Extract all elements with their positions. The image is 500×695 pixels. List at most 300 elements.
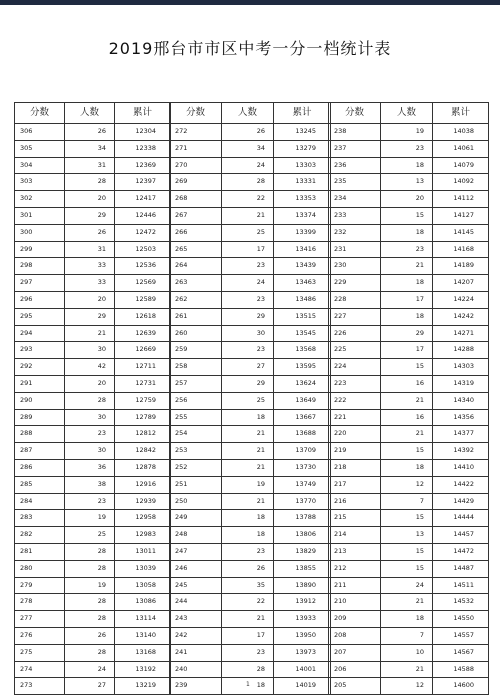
- count-cell: 19: [65, 510, 115, 527]
- cumulative-cell: 13855: [274, 560, 331, 577]
- cumulative-cell: 14429: [433, 493, 489, 510]
- count-cell: 17: [222, 241, 274, 258]
- score-cell: 206: [329, 661, 381, 678]
- table-row: [15, 459, 171, 476]
- count-cell: 20: [65, 375, 115, 392]
- table-row: [15, 224, 171, 241]
- cumulative-cell: 13624: [274, 375, 331, 392]
- count-cell: 26: [65, 124, 115, 141]
- table-row: [170, 661, 331, 678]
- cumulative-cell: 12789: [115, 409, 171, 426]
- table-row: [329, 140, 489, 157]
- cumulative-cell: 14550: [433, 611, 489, 628]
- count-cell: 20: [65, 191, 115, 208]
- cumulative-cell: 14145: [433, 224, 489, 241]
- table-row: [170, 207, 331, 224]
- cumulative-cell: 14019: [274, 678, 331, 695]
- score-cell: 213: [329, 543, 381, 560]
- score-cell: 301: [15, 207, 65, 224]
- score-cell: 244: [170, 594, 222, 611]
- cumulative-cell: 12338: [115, 140, 171, 157]
- table-row: [15, 392, 171, 409]
- count-cell: 22: [222, 594, 274, 611]
- cumulative-cell: 12639: [115, 325, 171, 342]
- table-row: [170, 342, 331, 359]
- header-score: 分数: [170, 103, 222, 124]
- table-row: [329, 459, 489, 476]
- score-cell: 303: [15, 174, 65, 191]
- score-cell: 246: [170, 560, 222, 577]
- score-cell: 251: [170, 476, 222, 493]
- table-row: [170, 275, 331, 292]
- score-cell: 229: [329, 275, 381, 292]
- cumulative-cell: 14532: [433, 594, 489, 611]
- table-row: [15, 409, 171, 426]
- score-cell: 231: [329, 241, 381, 258]
- table-row: [329, 577, 489, 594]
- score-cell: 236: [329, 157, 381, 174]
- cumulative-cell: 13890: [274, 577, 331, 594]
- count-cell: 21: [381, 661, 433, 678]
- count-cell: 26: [65, 224, 115, 241]
- count-cell: 21: [222, 426, 274, 443]
- count-cell: 23: [65, 426, 115, 443]
- cumulative-cell: 14319: [433, 375, 489, 392]
- cumulative-cell: 14410: [433, 459, 489, 476]
- count-cell: 22: [222, 191, 274, 208]
- score-cell: 277: [15, 611, 65, 628]
- cumulative-cell: 12417: [115, 191, 171, 208]
- score-cell: 291: [15, 375, 65, 392]
- cumulative-cell: 12503: [115, 241, 171, 258]
- count-cell: 23: [222, 644, 274, 661]
- score-table-3: [328, 102, 489, 695]
- cumulative-cell: 14340: [433, 392, 489, 409]
- count-cell: 26: [65, 627, 115, 644]
- table-row: [170, 493, 331, 510]
- count-cell: 38: [65, 476, 115, 493]
- score-cell: 265: [170, 241, 222, 258]
- cumulative-cell: 12472: [115, 224, 171, 241]
- page-title: 2019邢台市市区中考一分一档统计表: [108, 39, 392, 58]
- score-cell: 221: [329, 409, 381, 426]
- cumulative-cell: 13245: [274, 124, 331, 141]
- cumulative-cell: 13192: [115, 661, 171, 678]
- cumulative-cell: 13331: [274, 174, 331, 191]
- cumulative-cell: 14444: [433, 510, 489, 527]
- cumulative-cell: 13806: [274, 527, 331, 544]
- score-cell: 268: [170, 191, 222, 208]
- score-table-1: [14, 102, 171, 695]
- cumulative-cell: 14557: [433, 627, 489, 644]
- cumulative-cell: 14207: [433, 275, 489, 292]
- score-cell: 281: [15, 543, 65, 560]
- count-cell: 26: [222, 124, 274, 141]
- cumulative-cell: 12878: [115, 459, 171, 476]
- table-row: [329, 493, 489, 510]
- score-cell: 230: [329, 258, 381, 275]
- count-cell: 18: [381, 275, 433, 292]
- count-cell: 31: [65, 241, 115, 258]
- cumulative-cell: 13039: [115, 560, 171, 577]
- count-cell: 36: [65, 459, 115, 476]
- count-cell: 30: [65, 342, 115, 359]
- table-row: [170, 678, 331, 695]
- cumulative-cell: 14061: [433, 140, 489, 157]
- count-cell: 12: [381, 678, 433, 695]
- count-cell: 28: [65, 644, 115, 661]
- score-cell: 241: [170, 644, 222, 661]
- score-cell: 302: [15, 191, 65, 208]
- count-cell: 21: [222, 443, 274, 460]
- score-cell: 266: [170, 224, 222, 241]
- table-row: [170, 174, 331, 191]
- count-cell: 15: [381, 207, 433, 224]
- cumulative-cell: 13086: [115, 594, 171, 611]
- table-row: [329, 308, 489, 325]
- count-cell: 23: [222, 342, 274, 359]
- table-row: [170, 124, 331, 141]
- score-cell: 212: [329, 560, 381, 577]
- top-border-bar: [0, 0, 500, 5]
- table-row: [170, 308, 331, 325]
- cumulative-cell: 14092: [433, 174, 489, 191]
- table-row: [329, 291, 489, 308]
- table-row: [329, 409, 489, 426]
- count-cell: 20: [65, 291, 115, 308]
- count-cell: 15: [381, 560, 433, 577]
- score-cell: 289: [15, 409, 65, 426]
- table-row: [15, 493, 171, 510]
- table-row: [329, 241, 489, 258]
- cumulative-cell: 14288: [433, 342, 489, 359]
- table-row: [329, 560, 489, 577]
- cumulative-cell: 12304: [115, 124, 171, 141]
- count-cell: 24: [222, 275, 274, 292]
- table-row: [15, 611, 171, 628]
- cumulative-cell: 14168: [433, 241, 489, 258]
- table-row: [15, 527, 171, 544]
- table-row: [329, 124, 489, 141]
- table-row: [329, 611, 489, 628]
- count-cell: 20: [381, 191, 433, 208]
- score-cell: 219: [329, 443, 381, 460]
- count-cell: 28: [222, 174, 274, 191]
- table-row: [15, 241, 171, 258]
- cumulative-cell: 13279: [274, 140, 331, 157]
- score-cell: 267: [170, 207, 222, 224]
- cumulative-cell: 12916: [115, 476, 171, 493]
- score-cell: 282: [15, 527, 65, 544]
- cumulative-cell: 13416: [274, 241, 331, 258]
- count-cell: 25: [222, 224, 274, 241]
- count-cell: 28: [222, 661, 274, 678]
- score-cell: 278: [15, 594, 65, 611]
- cumulative-cell: 13950: [274, 627, 331, 644]
- score-cell: 250: [170, 493, 222, 510]
- cumulative-cell: 14112: [433, 191, 489, 208]
- score-cell: 306: [15, 124, 65, 141]
- count-cell: 13: [381, 174, 433, 191]
- count-cell: 35: [222, 577, 274, 594]
- score-cell: 207: [329, 644, 381, 661]
- cumulative-cell: 13709: [274, 443, 331, 460]
- table-row: [170, 409, 331, 426]
- score-cell: 240: [170, 661, 222, 678]
- table-row: [329, 527, 489, 544]
- count-cell: 28: [65, 611, 115, 628]
- header-cumulative: 累计: [115, 103, 171, 124]
- score-cell: 261: [170, 308, 222, 325]
- table-row: [15, 661, 171, 678]
- count-cell: 30: [222, 325, 274, 342]
- table-row: [15, 644, 171, 661]
- cumulative-cell: 14127: [433, 207, 489, 224]
- cumulative-cell: 14600: [433, 678, 489, 695]
- score-cell: 279: [15, 577, 65, 594]
- cumulative-cell: 13303: [274, 157, 331, 174]
- table-row: [170, 140, 331, 157]
- table-row: [15, 359, 171, 376]
- table-row: [329, 174, 489, 191]
- cumulative-cell: 13595: [274, 359, 331, 376]
- cumulative-cell: 13933: [274, 611, 331, 628]
- count-cell: 24: [381, 577, 433, 594]
- table-row: [15, 157, 171, 174]
- table-header-row: [170, 103, 331, 124]
- cumulative-cell: 12711: [115, 359, 171, 376]
- score-cell: 239: [170, 678, 222, 695]
- count-cell: 27: [65, 678, 115, 695]
- cumulative-cell: 12983: [115, 527, 171, 544]
- score-cell: 226: [329, 325, 381, 342]
- score-cell: 286: [15, 459, 65, 476]
- score-cell: 292: [15, 359, 65, 376]
- cumulative-cell: 13730: [274, 459, 331, 476]
- score-cell: 205: [329, 678, 381, 695]
- table-row: [329, 258, 489, 275]
- count-cell: 15: [381, 510, 433, 527]
- count-cell: 21: [381, 594, 433, 611]
- cumulative-cell: 13912: [274, 594, 331, 611]
- cumulative-cell: 14472: [433, 543, 489, 560]
- count-cell: 18: [381, 157, 433, 174]
- count-cell: 21: [381, 426, 433, 443]
- table-row: [329, 594, 489, 611]
- table-row: [15, 510, 171, 527]
- count-cell: 23: [65, 493, 115, 510]
- table-row: [170, 476, 331, 493]
- cumulative-cell: 13486: [274, 291, 331, 308]
- table-header-row: [329, 103, 489, 124]
- cumulative-cell: 13688: [274, 426, 331, 443]
- cumulative-cell: 14038: [433, 124, 489, 141]
- cumulative-cell: 13439: [274, 258, 331, 275]
- header-cumulative: 累计: [433, 103, 489, 124]
- table-row: [15, 543, 171, 560]
- table-row: [170, 291, 331, 308]
- table-row: [170, 510, 331, 527]
- count-cell: 28: [65, 543, 115, 560]
- table-row: [170, 392, 331, 409]
- score-cell: 272: [170, 124, 222, 141]
- score-cell: 227: [329, 308, 381, 325]
- count-cell: 29: [65, 207, 115, 224]
- count-cell: 33: [65, 275, 115, 292]
- table-row: [15, 577, 171, 594]
- score-cell: 299: [15, 241, 65, 258]
- score-cell: 218: [329, 459, 381, 476]
- header-count: 人数: [222, 103, 274, 124]
- table-row: [329, 476, 489, 493]
- score-cell: 305: [15, 140, 65, 157]
- table-row: [329, 342, 489, 359]
- table-row: [329, 191, 489, 208]
- count-cell: 21: [222, 611, 274, 628]
- header-score: 分数: [15, 103, 65, 124]
- score-cell: 287: [15, 443, 65, 460]
- count-cell: 15: [381, 543, 433, 560]
- score-cell: 235: [329, 174, 381, 191]
- count-cell: 17: [381, 291, 433, 308]
- count-cell: 19: [222, 476, 274, 493]
- cumulative-cell: 12939: [115, 493, 171, 510]
- header-count: 人数: [381, 103, 433, 124]
- score-cell: 269: [170, 174, 222, 191]
- table-row: [170, 560, 331, 577]
- cumulative-cell: 13140: [115, 627, 171, 644]
- count-cell: 27: [222, 359, 274, 376]
- table-row: [329, 443, 489, 460]
- count-cell: 34: [222, 140, 274, 157]
- cumulative-cell: 13114: [115, 611, 171, 628]
- cumulative-cell: 12536: [115, 258, 171, 275]
- header-count: 人数: [65, 103, 115, 124]
- table-row: [15, 443, 171, 460]
- cumulative-cell: 13058: [115, 577, 171, 594]
- score-cell: 220: [329, 426, 381, 443]
- count-cell: 21: [65, 325, 115, 342]
- score-cell: 263: [170, 275, 222, 292]
- count-cell: 18: [381, 611, 433, 628]
- cumulative-cell: 14567: [433, 644, 489, 661]
- score-cell: 214: [329, 527, 381, 544]
- score-cell: 245: [170, 577, 222, 594]
- table-row: [15, 140, 171, 157]
- count-cell: 18: [381, 224, 433, 241]
- score-cell: 264: [170, 258, 222, 275]
- score-cell: 215: [329, 510, 381, 527]
- count-cell: 13: [381, 527, 433, 544]
- count-cell: 21: [222, 207, 274, 224]
- score-cell: 210: [329, 594, 381, 611]
- cumulative-cell: 12669: [115, 342, 171, 359]
- cumulative-cell: 14189: [433, 258, 489, 275]
- cumulative-cell: 14422: [433, 476, 489, 493]
- cumulative-cell: 13545: [274, 325, 331, 342]
- header-score: 分数: [329, 103, 381, 124]
- count-cell: 18: [222, 409, 274, 426]
- score-cell: 295: [15, 308, 65, 325]
- cumulative-cell: 14588: [433, 661, 489, 678]
- cumulative-cell: 14271: [433, 325, 489, 342]
- score-cell: 255: [170, 409, 222, 426]
- table-row: [329, 627, 489, 644]
- cumulative-cell: 14511: [433, 577, 489, 594]
- score-cell: 209: [329, 611, 381, 628]
- cumulative-cell: 12569: [115, 275, 171, 292]
- cumulative-cell: 13788: [274, 510, 331, 527]
- table-row: [329, 392, 489, 409]
- count-cell: 19: [381, 124, 433, 141]
- score-cell: 283: [15, 510, 65, 527]
- cumulative-cell: 12369: [115, 157, 171, 174]
- score-cell: 285: [15, 476, 65, 493]
- count-cell: 23: [381, 241, 433, 258]
- count-cell: 12: [381, 476, 433, 493]
- cumulative-cell: 13219: [115, 678, 171, 695]
- score-cell: 242: [170, 627, 222, 644]
- table-row: [15, 426, 171, 443]
- score-cell: 256: [170, 392, 222, 409]
- table-row: [15, 291, 171, 308]
- score-cell: 262: [170, 291, 222, 308]
- count-cell: 28: [65, 392, 115, 409]
- table-row: [329, 678, 489, 695]
- cumulative-cell: 13568: [274, 342, 331, 359]
- count-cell: 21: [381, 392, 433, 409]
- table-row: [170, 375, 331, 392]
- score-cell: 270: [170, 157, 222, 174]
- score-cell: 238: [329, 124, 381, 141]
- table-row: [329, 224, 489, 241]
- cumulative-cell: 14001: [274, 661, 331, 678]
- score-table-2: [169, 102, 331, 695]
- count-cell: 28: [65, 560, 115, 577]
- table-row: [329, 359, 489, 376]
- table-row: [15, 678, 171, 695]
- table-row: [15, 627, 171, 644]
- count-cell: 16: [381, 375, 433, 392]
- score-cell: 275: [15, 644, 65, 661]
- table-row: [15, 174, 171, 191]
- count-cell: 29: [222, 308, 274, 325]
- cumulative-cell: 12731: [115, 375, 171, 392]
- page-number: 1: [246, 681, 250, 688]
- count-cell: 19: [65, 577, 115, 594]
- table-row: [170, 224, 331, 241]
- count-cell: 21: [222, 459, 274, 476]
- cumulative-cell: 12589: [115, 291, 171, 308]
- table-row: [170, 459, 331, 476]
- table-row: [329, 207, 489, 224]
- cumulative-cell: 12842: [115, 443, 171, 460]
- cumulative-cell: 13973: [274, 644, 331, 661]
- table-row: [170, 325, 331, 342]
- table-row: [170, 426, 331, 443]
- count-cell: 15: [381, 443, 433, 460]
- count-cell: 7: [381, 493, 433, 510]
- cumulative-cell: 13011: [115, 543, 171, 560]
- table-row: [170, 241, 331, 258]
- table-row: [170, 443, 331, 460]
- cumulative-cell: 12618: [115, 308, 171, 325]
- cumulative-cell: 14487: [433, 560, 489, 577]
- score-cell: 248: [170, 527, 222, 544]
- score-cell: 225: [329, 342, 381, 359]
- score-cell: 249: [170, 510, 222, 527]
- count-cell: 29: [381, 325, 433, 342]
